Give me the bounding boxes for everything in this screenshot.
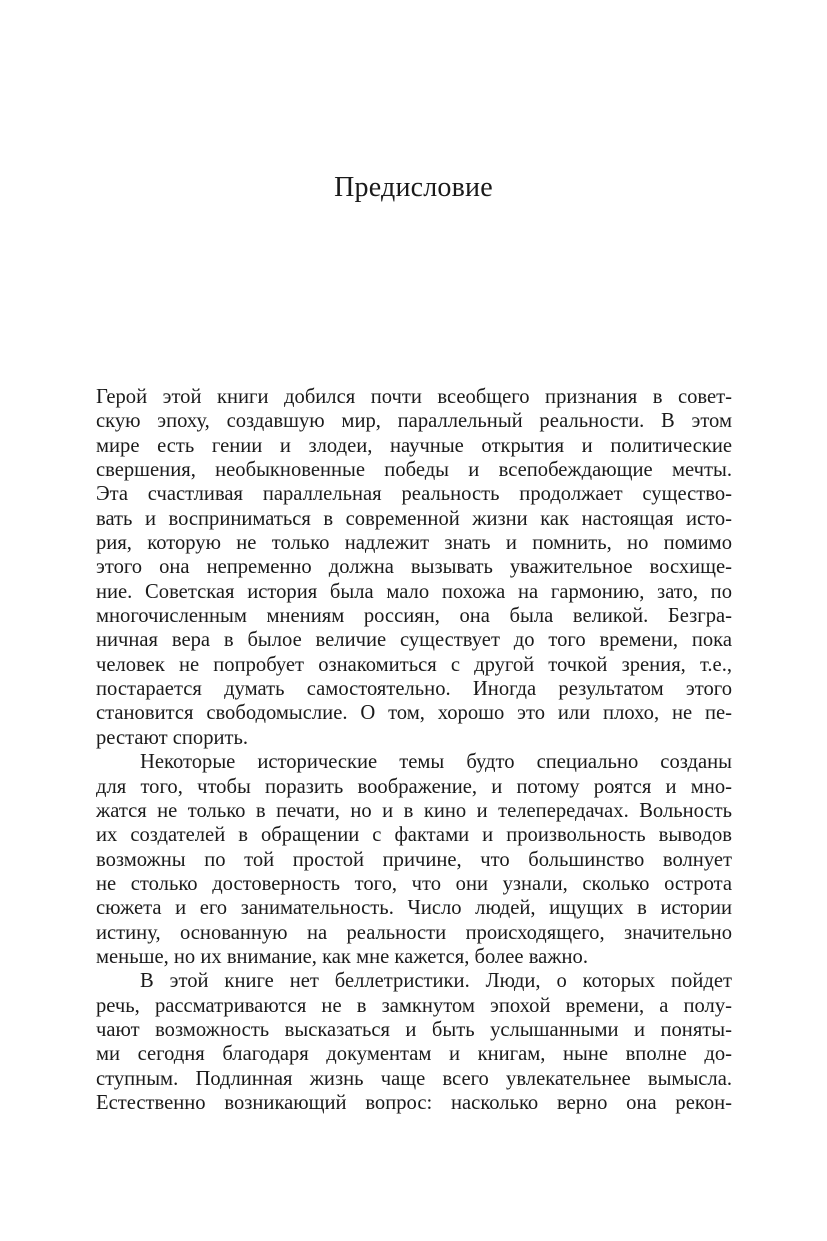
text-line: жатся не только в печати, но и в кино и телепередачах. Вольность <box>96 799 732 822</box>
text-line: чают возможность высказаться и быть услышанными и поняты- <box>96 1018 732 1041</box>
text-line: В этой книге нет беллетристики. Люди, о которых пойдет <box>140 970 732 993</box>
text-line: вать и восприниматься в современной жизни как настоящая исто- <box>96 507 732 530</box>
text-line: рия, которую не только надлежит знать и помнить, но помимо <box>96 532 732 555</box>
text-line: мире есть гении и злодеи, научные открытия и политические <box>96 434 732 457</box>
page-title: Предисловие <box>334 172 493 203</box>
text-line: скую эпоху, создавшую мир, параллельный реальности. В этом <box>96 410 732 433</box>
text-line: этого она непременно должна вызывать уважительное восхище- <box>96 556 732 579</box>
text-line: их создателей в обращении с фактами и произвольность выводов <box>96 824 732 847</box>
body-text <box>96 385 732 1115</box>
text-line: речь, рассматриваются не в замкнутом эпохой времени, а полу- <box>96 994 732 1017</box>
text-line: постарается думать самостоятельно. Иногда результатом этого <box>96 678 732 701</box>
text-line: ние. Советская история была мало похожа на гармонию, зато, по <box>96 580 732 603</box>
text-line: ничная вера в былое величие существует до того времени, пока <box>96 629 732 652</box>
text-line: Герой этой книги добился почти всеобщего признания в совет- <box>96 386 732 408</box>
text-line: многочисленным мнениям россиян, она была великой. Безгра- <box>96 605 732 628</box>
text-line: становится свободомыслие. О том, хорошо это или плохо, не пе- <box>96 702 732 725</box>
text-line: свершения, необыкновенные победы и всепобеждающие мечты. <box>96 459 732 482</box>
text-line: меньше, но их внимание, как мне кажется, более важно. <box>96 945 589 968</box>
text-line: ми сегодня благодаря документам и книгам, ныне вполне до- <box>96 1043 732 1066</box>
text-line: человек не попробует ознакомиться с другой точкой зрения, т.е., <box>96 653 732 676</box>
text-line: не столько достоверность того, что они узнали, сколько острота <box>96 872 732 895</box>
text-line: для того, чтобы поразить воображение, и потому роятся и мно- <box>96 775 732 798</box>
text-line: истину, основанную на реальности происходящего, значительно <box>96 921 732 944</box>
text-line: возможны по той простой причине, что большинство волнует <box>96 848 732 871</box>
text-line: Эта счастливая параллельная реальность продолжает существо- <box>96 483 732 506</box>
text-line: сюжета и его занимательность. Число людей, ищущих в истории <box>96 897 732 920</box>
text-line: ступным. Подлинная жизнь чаще всего увлекательнее вымысла. <box>96 1067 732 1090</box>
text-line: Естественно возникающий вопрос: насколько верно она рекон- <box>96 1091 732 1114</box>
text-line: Некоторые исторические темы будто специально созданы <box>140 751 732 774</box>
text-line: рестают спорить. <box>96 726 249 749</box>
